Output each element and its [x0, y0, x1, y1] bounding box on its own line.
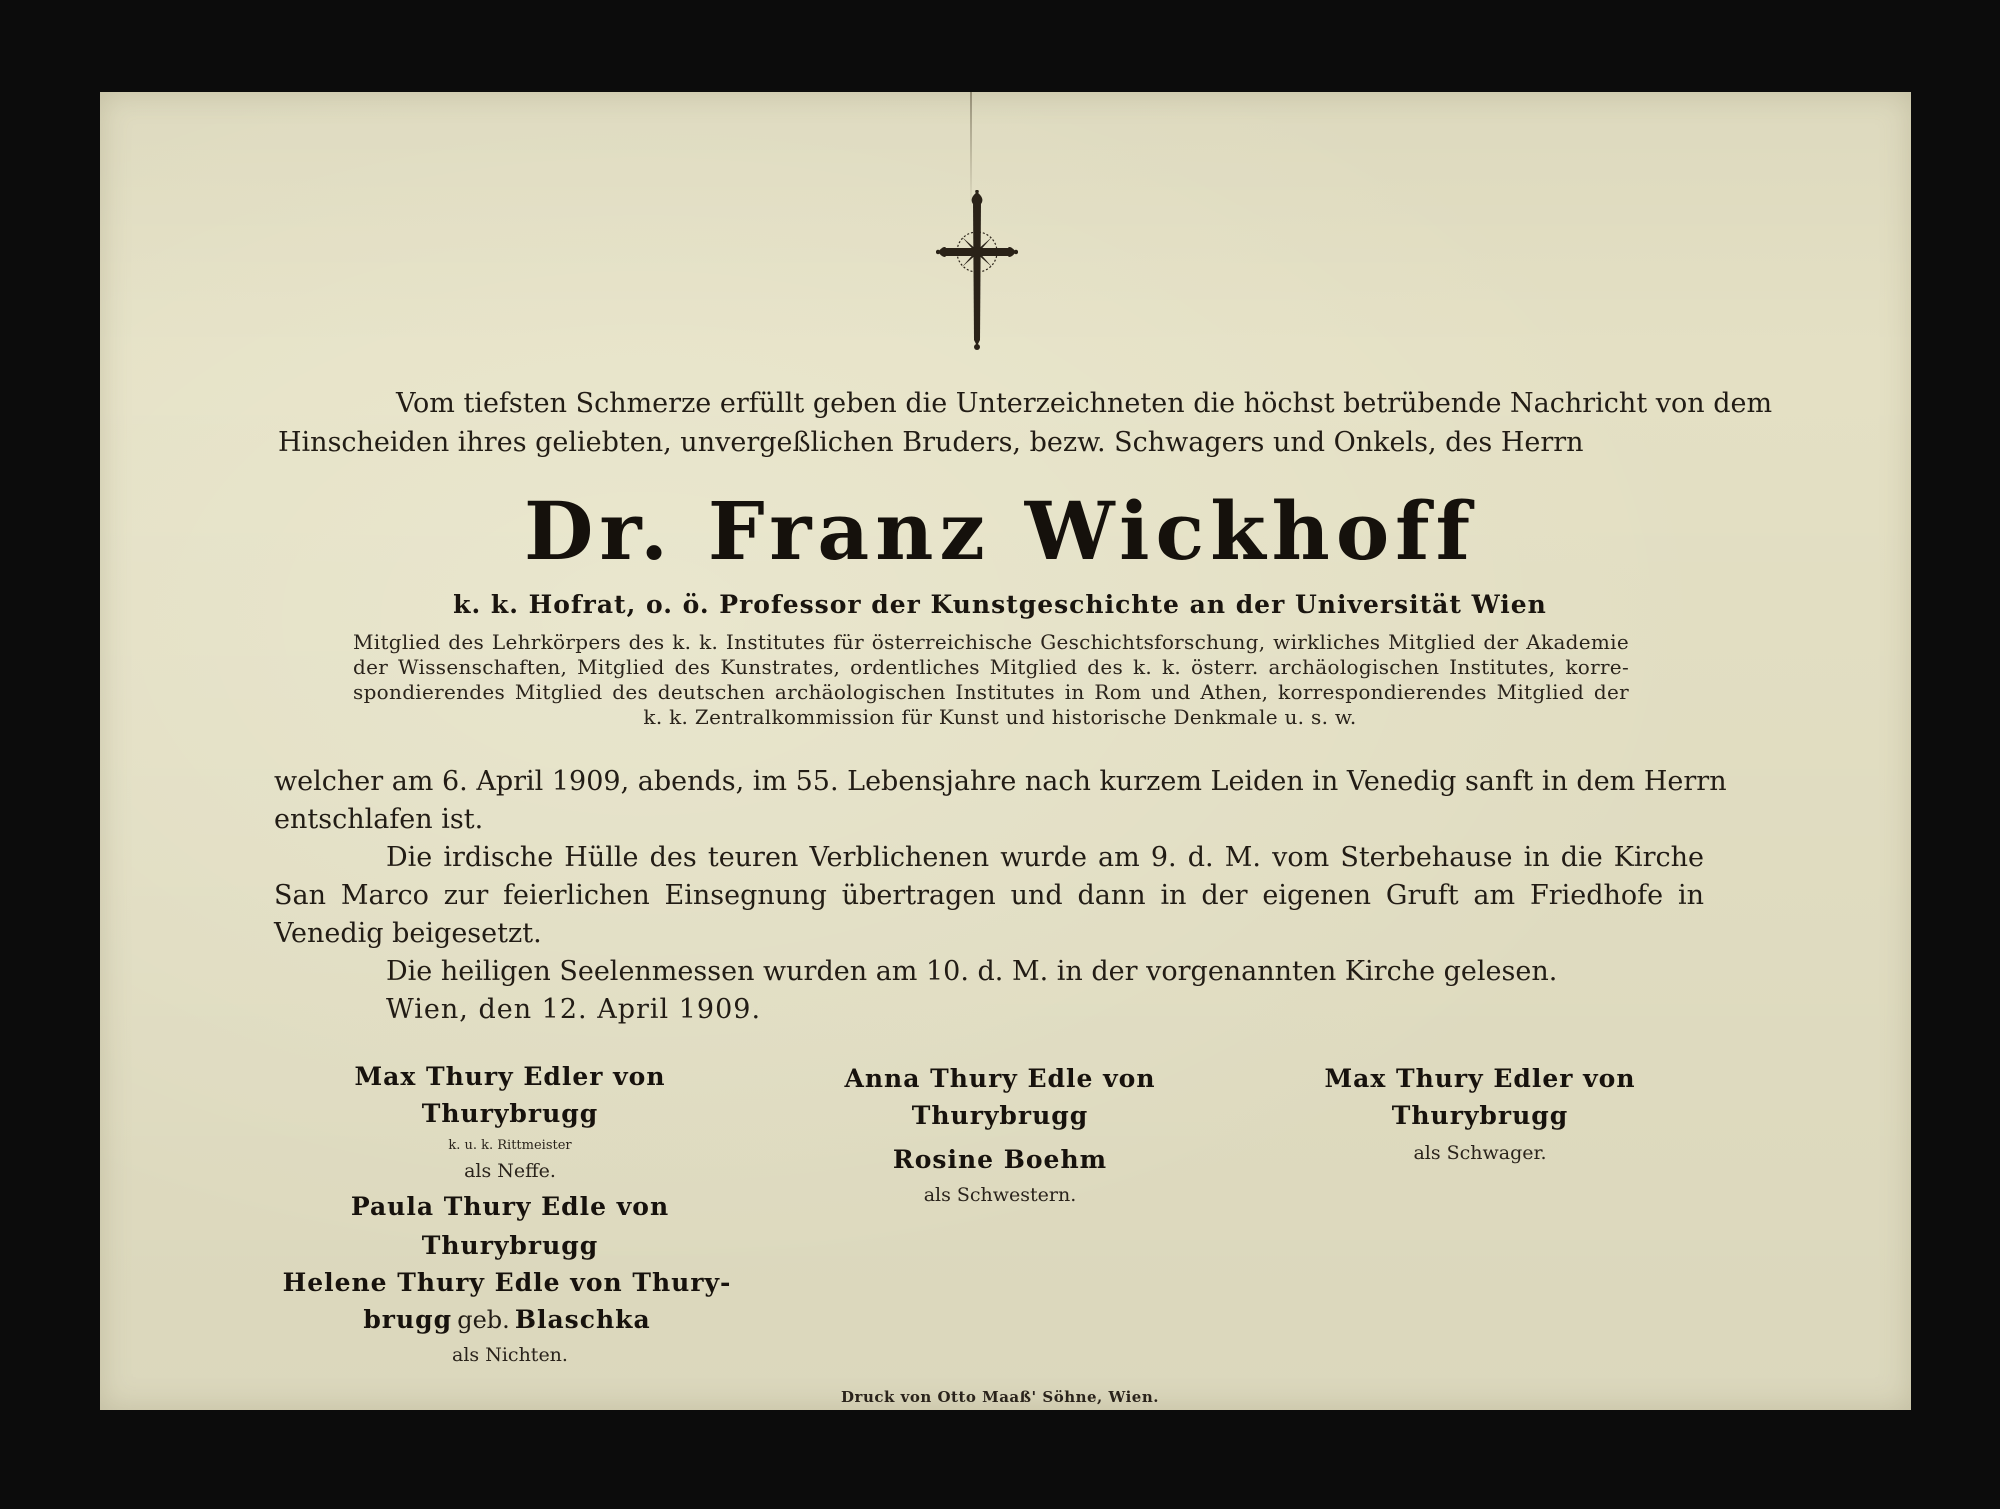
body-p1-line-2: entschlafen ist. [274, 804, 484, 835]
place-date: Wien, den 12. April 1909. [386, 994, 762, 1025]
body-p2-line-2: San Marco zur feierlichen Einsegnung übertragen und dann in der eigenen Gruft am Friedhofe in [274, 880, 1704, 911]
middle-sig-name2: Rosine Boehm [892, 1145, 1108, 1174]
middle-sig-name1-a: Anna Thury Edle von [844, 1064, 1156, 1093]
body-p2-line-1: Die irdische Hülle des teuren Verblichenen wurde am 9. d. M. vom Sterbehause in die Kirche [386, 842, 1704, 873]
membership-line-2: der Wissenschaften, Mitglied des Kunstrates, ordentliches Mitglied des k. k. österr. archäologischen Institutes, korre- [353, 655, 1629, 679]
left-sig-rank: k. u. k. Rittmeister [448, 1138, 572, 1153]
intro-line-2: Hinscheiden ihres geliebten, unvergeßlichen Bruders, bezw. Schwagers und Onkels, des Herrn [278, 427, 1584, 458]
left-sig-name1-b: Thurybrugg [421, 1099, 599, 1128]
body-p1-line-1: welcher am 6. April 1909, abends, im 55. Lebensjahre nach kurzem Leiden in Venedig sanft in dem Herrn [274, 766, 1727, 797]
membership-line-3: spondierendes Mitglied des deutschen archäologischen Institutes in Rom und Athen, korrespondierendes Mitglied der [353, 680, 1629, 704]
intro-line-1: Vom tiefsten Schmerze erfüllt geben die Unterzeichneten die höchst betrübende Nachricht von dem [396, 388, 1773, 419]
left-sig-name3-b-geb: geb. [457, 1306, 510, 1334]
membership-line-1: Mitglied des Lehrkörpers des k. k. Institutes für österreichische Geschichtsforschung, wirkliches Mitglied der Akademie [353, 630, 1629, 654]
right-sig-name1-b: Thurybrugg [1391, 1101, 1569, 1130]
body-p3: Die heiligen Seelenmessen wurden am 10. d. M. in der vorgenannten Kirche gelesen. [386, 956, 1558, 987]
left-sig-role1: als Neffe. [464, 1160, 556, 1182]
left-sig-name3-b [272, 1305, 742, 1334]
left-sig-role2: als Nichten. [452, 1344, 568, 1366]
ornamental-cross-icon [936, 190, 1018, 350]
deceased-name: Dr. Franz Wickhoff [523, 484, 1477, 578]
middle-sig-role: als Schwestern. [923, 1184, 1077, 1206]
deceased-title: k. k. Hofrat, o. ö. Professor der Kunstgeschichte an der Universität Wien [453, 590, 1547, 619]
left-sig-name2-a: Paula Thury Edle von [350, 1192, 670, 1221]
middle-sig-name1-b: Thurybrugg [911, 1101, 1089, 1130]
body-p2-line-3: Venedig beigesetzt. [274, 918, 542, 949]
left-sig-name3-b-bold: brugg [363, 1305, 453, 1334]
left-sig-name3-a: Helene Thury Edle von Thury- [282, 1268, 732, 1297]
membership-line-4: k. k. Zentralkommission für Kunst und historische Denkmale u. s. w. [643, 705, 1357, 729]
right-sig-name1-a: Max Thury Edler von [1324, 1064, 1636, 1093]
printer-imprint: Druck von Otto Maaß' Söhne, Wien. [841, 1388, 1159, 1406]
left-sig-name2-b: Thurybrugg [421, 1231, 599, 1260]
right-sig-role: als Schwager. [1413, 1142, 1547, 1164]
left-sig-name3-b-bold2: Blaschka [514, 1305, 651, 1334]
left-sig-name1-a: Max Thury Edler von [354, 1062, 666, 1091]
